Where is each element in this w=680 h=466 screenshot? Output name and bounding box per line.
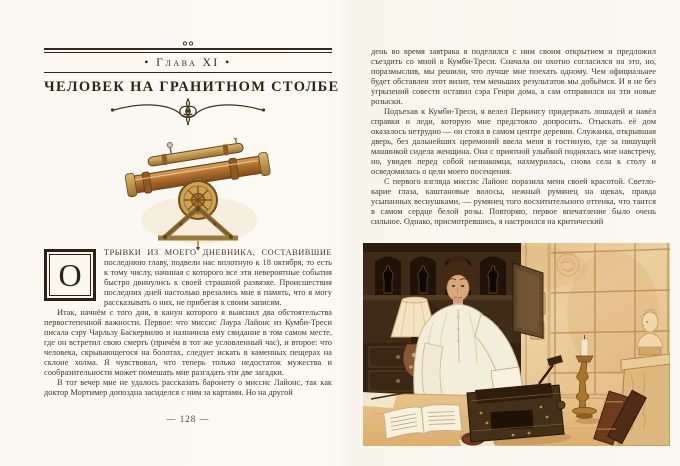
flourish-ornament-icon (108, 98, 268, 126)
body-paragraph: день во время завтрака я поделился с ним своим открытием и предложил съездить со мной в Кумби-Треси. Сначала он охотно согласился на это, но, поразмыслив, мы решили, что лучше мне поехать одному. Чем официальнее будет обставлен этот визит, тем меньших результатов мы добьёмся. И я не без угрызений совести оставил сэра Генри дома, а сам отправился на эти новые розыски. (371, 47, 656, 106)
illustration-woman-at-typewriter (363, 243, 670, 446)
theodolite-illustration (113, 138, 283, 250)
body-paragraph: Итак, начнём с того дня, в канун которого я выяснил два обстоятельства первостепенной важности. Первое: что миссис Лаура Лайонс из Кумби-Треси писала сэру Чарльзу Баскервилю и назначила ему свидание в том самом месте, где он встретил свою смерть (причём в тот же условленный час), и второе: что человека, скрывающегося на болотах, следует искать в каменных пещерах на склоне холма. Я чувствовал, что теперь только недостаток мужества и сообразительности может помешать мне разгадать эти две загадки. (44, 308, 332, 377)
chapter-heading (44, 40, 340, 126)
right-page (340, 0, 680, 466)
paragraph-rest: последнюю главу, подвели нас вплотную к 18 октября, то есть к тому числу, начиная с которого все эти невероятные события быстро двинулись к своей страшной развязке. Происшествия последних дней настолько врезались мне в память, что я могу рассказывать о них, не прибегая к своим записям. (104, 258, 332, 307)
body-paragraph: Подъехав к Кумби-Треси, я велел Перкинсу придержать лошадей и навёл справки о леди, которую мне предстояло допросить. Отыскать её дом оказалось нетрудно — он стоял в самом центре деревни. Служанка, открывшая дверь, без дальнейших церемоний ввела меня в гостиную, где за пишущей машинкой сидела женщина. Она с приятной улыбкой поднялась мне навстречу, но, увидев перед собой незнакомца, нахмурилась, снова села к столу и осведомилась о цели моего посещения. (371, 107, 656, 176)
carriage-knob (557, 401, 565, 409)
right-body-text (371, 47, 656, 227)
candle (581, 339, 588, 356)
page-number: — 128 — (166, 414, 210, 424)
tiny-scroll-icon (176, 40, 200, 47)
chapter-label: • Глава XI • (144, 57, 232, 69)
body-paragraph: В тот вечер мне не удалось рассказать баронету о миссис Лайонс, так как доктор Мортимер допоздна засиделся с ним за картами. Но на другой (44, 378, 332, 397)
left-arm-sleeve (422, 343, 443, 399)
left-body-text (44, 248, 332, 398)
drop-cap-letter: О (58, 257, 82, 293)
wheel (179, 181, 217, 219)
chapter-title: ЧЕЛОВЕК НА ГРАНИТНОМ СТОЛБЕ (44, 79, 340, 95)
paragraph-lead-caps: ТРЫВКИ ИЗ МОЕГО ДНЕВНИКА, СОСТАВИВШИЕ (104, 248, 332, 257)
drop-cap-frame (44, 249, 96, 301)
bust-head (642, 312, 658, 332)
body-paragraph: С первого взгляда миссис Лайонс поразила меня своей красотой. Светло-карие глаза, каштановые волосы, нежный румянец на щеках, правда усыпанных веснушками, — румянец того восхитительного оттенка, что таится в самом сердце белой розы. Повторяю, первое впечатление было очень сильное. Однако, присмотревшись, я настроился на критический (371, 177, 656, 226)
